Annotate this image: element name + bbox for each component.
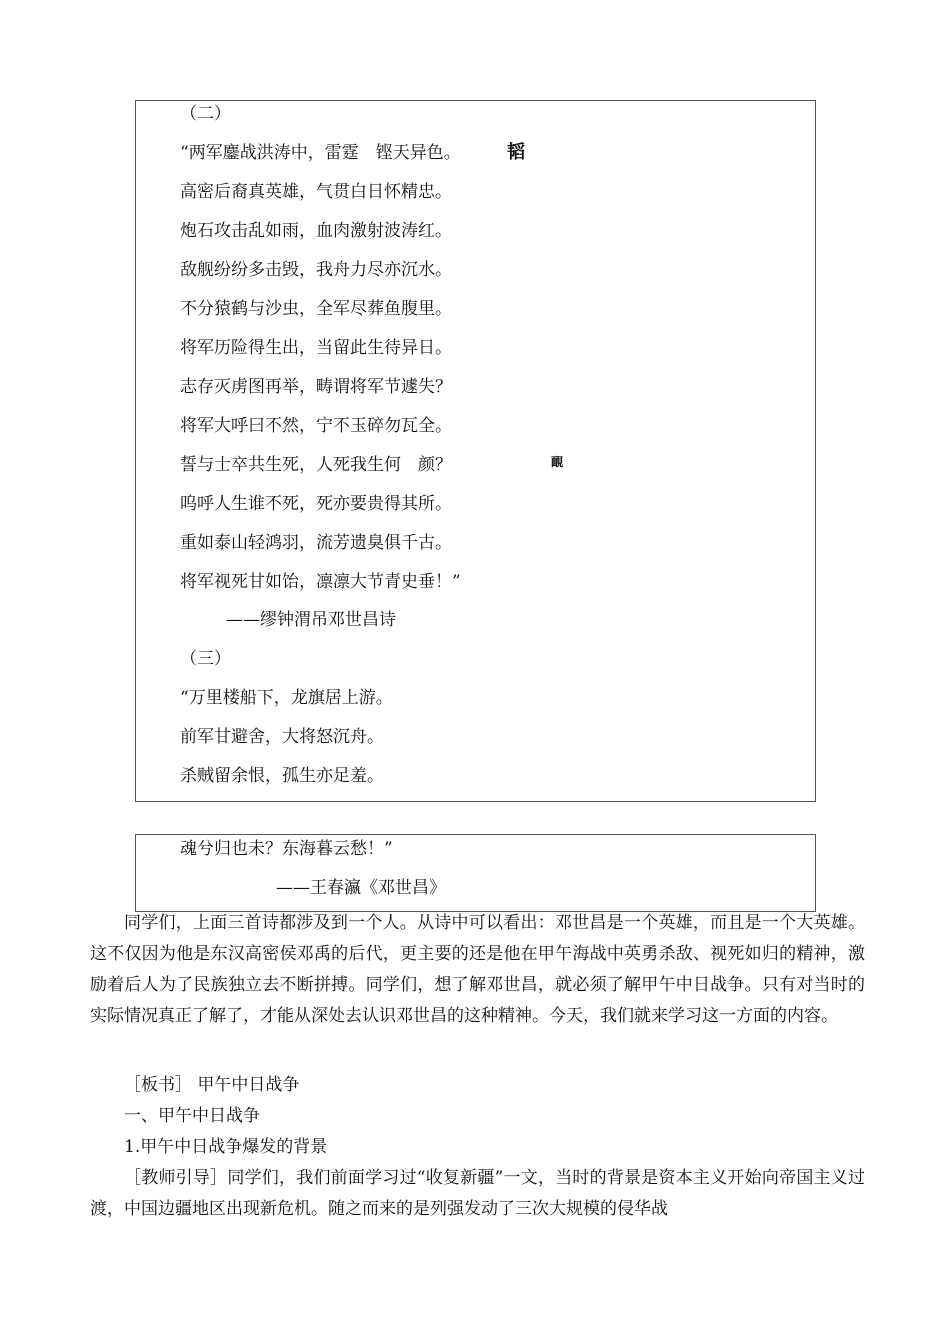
poem2-line-12: 将军视死甘如饴，凛凛大节青史垂！”: [180, 572, 461, 592]
section-heading: 一、甲午中日战争: [124, 1106, 260, 1126]
poem2-line-9: 誓与士卒共生死，人死我生何 颜？: [180, 455, 452, 475]
poem2-line-7: 志存灭虏图再举，畴谓将军节遽失？: [180, 377, 452, 397]
poem3-attribution: ——王春瀛《邓世昌》: [276, 878, 446, 898]
poem2-line-1: “两军鏖战洪涛中，雷霆 铿天异色。: [180, 143, 461, 163]
poem3-heading: （三）: [180, 649, 231, 669]
poem2-line-4: 敌舰纷纷多击毁，我舟力尽亦沉水。: [180, 260, 452, 280]
poem2-heading: （二）: [180, 104, 231, 124]
poem2-attribution: ——缪钟渭吊邓世昌诗: [226, 610, 396, 630]
teacher-guidance-paragraph: ［教师引导］同学们，我们前面学习过“收复新疆”一文，当时的背景是资本主义开始向帝国主义过渡，中国边疆地区出现新危机。随之而来的是列强发动了三次大规模的侵华战: [90, 1168, 865, 1219]
poem2-line-2: 高密后裔真英雄，气贯白日怀精忠。: [180, 182, 452, 202]
poem2-line-8: 将军大呼曰不然，宁不玉碎勿瓦全。: [180, 416, 452, 436]
intro-paragraph: 同学们，上面三首诗都涉及到一个人。从诗中可以看出：邓世昌是一个英雄，而且是一个大英雄。这不仅因为他是东汉高密侯邓禹的后代，更主要的还是他在甲午海战中英勇杀敌、视死如归的精神，激励着后人为了民族独立去不断拼搏。同学们，想了解邓世昌，就必须了解甲午中日战争。只有对当时的实际情况真正了解了，才能从深处去认识邓世昌的这种精神。今天，我们就来学习这一方面的内容。: [90, 913, 865, 1026]
poem2-line-3: 炮石攻击乱如雨，血肉激射波涛红。: [180, 221, 452, 241]
board-note: ［板书］ 甲午中日战争: [124, 1075, 300, 1095]
inserted-character-2: 靦: [551, 455, 564, 469]
subsection-heading: 1.甲午中日战争爆发的背景: [124, 1137, 328, 1157]
poem3-line-1: “万里楼船下，龙旗居上游。: [180, 688, 393, 708]
poem3-line-4: 魂兮归也未？东海暮云愁！”: [180, 839, 393, 859]
inserted-character-1: 韬: [507, 142, 525, 163]
poem2-line-11: 重如泰山轻鸿羽，流芳遗臭俱千古。: [180, 533, 452, 553]
poem2-line-10: 呜呼人生谁不死，死亦要贵得其所。: [180, 494, 452, 514]
poem3-line-2: 前军甘避舍，大将怒沉舟。: [180, 727, 384, 747]
poem2-line-6: 将军历险得生出，当留此生待异日。: [180, 338, 452, 358]
poem2-line-5: 不分猿鹤与沙虫，全军尽葬鱼腹里。: [180, 299, 452, 319]
poem3-line-3: 杀贼留余恨，孤生亦足羞。: [180, 766, 384, 786]
